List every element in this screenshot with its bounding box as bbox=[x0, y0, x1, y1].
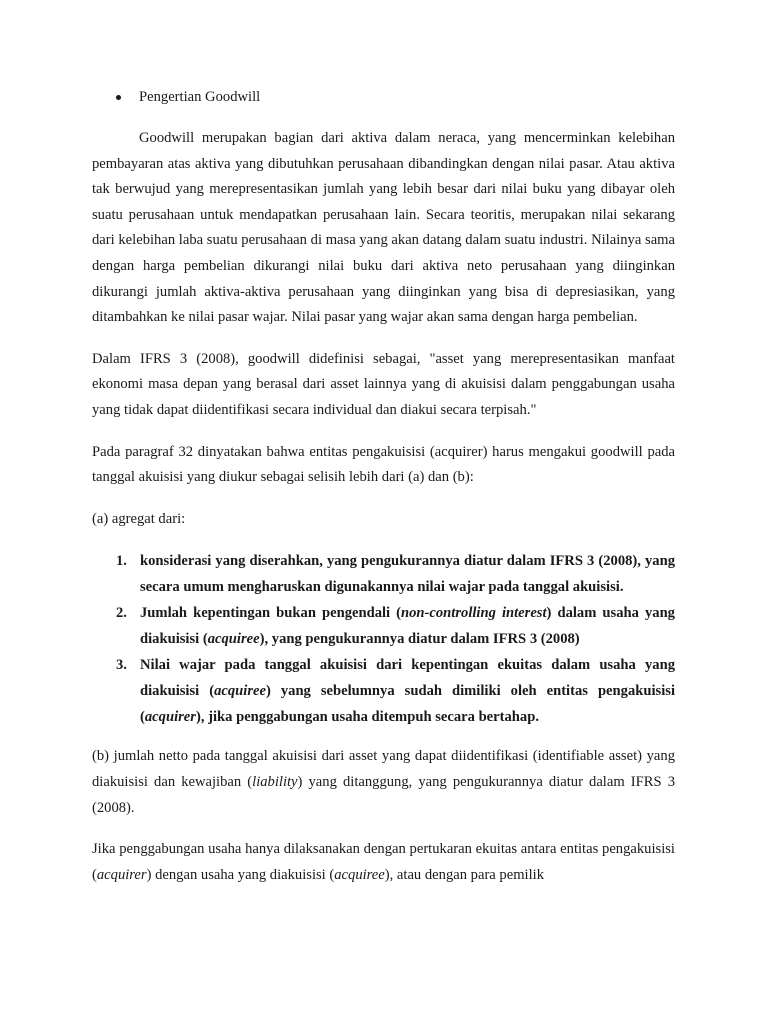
list-item-text: Nilai wajar pada tanggal akuisisi dari kepentingan ekuitas dalam usaha yang diakuisisi ( bbox=[140, 657, 675, 700]
paragraph-text: ), atau dengan para pemilik bbox=[384, 866, 545, 883]
paragraph-b-net-amount bbox=[92, 744, 675, 821]
paragraph-italic: acquirer bbox=[96, 866, 147, 883]
paragraph-text: Jika penggabungan usaha hanya dilaksanakan dengan pertukaran ekuitas antara entitas pengakuisisi ( bbox=[92, 841, 675, 883]
paragraph-32: Pada paragraf 32 dinyatakan bahwa entitas pengakuisisi (acquirer) harus mengakui goodwill pada tanggal akuisisi yang diukur sebagai selisih lebih dari (a) dan (b): bbox=[92, 443, 675, 486]
paragraph-text: (b) jumlah netto pada tanggal akuisisi dari asset yang dapat diidentifikasi (identifiable asset) yang diakuisisi dan kewajiban ( bbox=[92, 748, 675, 790]
list-item-text: ) dalam usaha yang diakuisisi ( bbox=[140, 605, 675, 648]
paragraph-a-aggregate: (a) agregat dari: bbox=[92, 510, 186, 527]
aggregate-list bbox=[92, 548, 675, 730]
paragraph-italic: liability bbox=[252, 773, 298, 790]
bullet-icon bbox=[116, 95, 121, 100]
list-item-text: konsiderasi yang diserahkan, yang pengukurannya diatur dalam IFRS 3 (2008), yang secara umum mengharuskan digunakannya nilai wajar pada tanggal akuisisi. bbox=[140, 553, 675, 596]
list-item bbox=[92, 652, 675, 730]
list-item-italic: acquiree bbox=[207, 631, 260, 648]
paragraph-text: ) yang ditanggung, yang pengukurannya diatur dalam IFRS 3 (2008). bbox=[92, 773, 675, 816]
paragraph-ifrs-definition: Dalam IFRS 3 (2008), goodwill didefinisi sebagai, "asset yang merepresentasikan manfaat ekonomi masa depan yang berasal dari asset lainnya yang di akuisisi dalam penggabungan usaha yang tidak dapat diidentifikasi secara individual dan diakui secara terpisah." bbox=[92, 350, 675, 418]
list-item-text: Jumlah kepentingan bukan pengendali ( bbox=[140, 605, 402, 622]
document-page bbox=[92, 84, 675, 904]
list-item-text: ) yang sebelumnya sudah dimiliki oleh entitas pengakuisisi ( bbox=[140, 683, 676, 726]
list-item-text: ), jika penggabungan usaha ditempuh secara bertahap. bbox=[195, 709, 539, 726]
paragraph-italic: acquiree bbox=[334, 866, 385, 883]
list-item-number: 3. bbox=[116, 657, 127, 674]
paragraph-equity-exchange bbox=[92, 837, 675, 888]
paragraph-text: ) dengan usaha yang diakuisisi ( bbox=[146, 866, 335, 883]
list-item-italic: acquirer bbox=[144, 709, 196, 726]
list-item-number: 2. bbox=[116, 605, 127, 622]
section-heading-label: Pengertian Goodwill bbox=[139, 89, 261, 105]
list-item-text: ), yang pengukurannya diatur dalam IFRS 3 (2008) bbox=[259, 631, 580, 648]
list-item-italic: acquiree bbox=[214, 683, 266, 700]
list-item bbox=[92, 548, 675, 600]
list-item-number: 1. bbox=[116, 553, 127, 570]
section-heading bbox=[92, 84, 675, 110]
list-item bbox=[92, 600, 675, 652]
list-item-italic: non-controlling interest bbox=[401, 605, 547, 622]
paragraph-goodwill-definition: Goodwill merupakan bagian dari aktiva dalam neraca, yang mencerminkan kelebihan pembayaran atas aktiva yang dibutuhkan perusahaan dibandingkan dengan nilai pasar. Atau aktiva tak berwujud yang merepresentasikan jumlah yang lebih besar dari nilai buku yang dibayar oleh suatu perusahaan untuk mendapatkan perusahaan lain. Secara teoritis, merupakan nilai sekarang dari kelebihan laba suatu perusahaan di masa yang akan datang dalam suatu industri. Nilainya sama dengan harga pembelian dikurangi nilai buku dari aktiva neto perusahaan yang diinginkan dikurangi jumlah aktiva-aktiva perusahaan yang diinginkan yang bisa di depresiasikan, yang ditambahkan ke nilai pasar wajar. Nilai pasar yang wajar akan sama dengan harga pembelian. bbox=[92, 130, 675, 326]
